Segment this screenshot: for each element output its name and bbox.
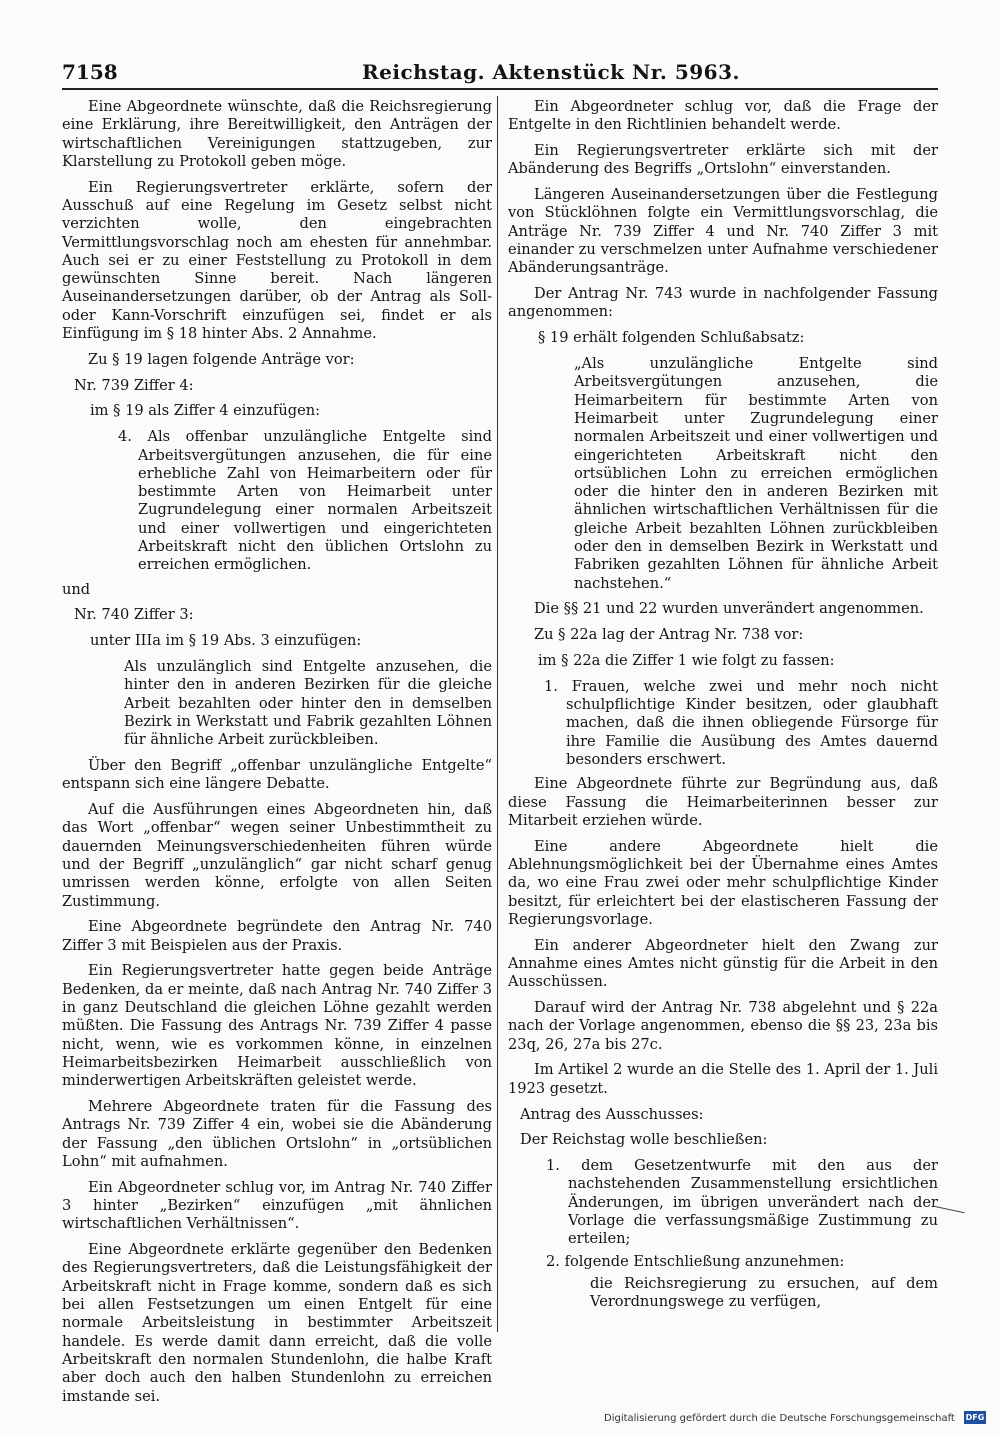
paragraph: Zu § 19 lagen folgende Anträge vor: [88, 350, 355, 368]
motion-reference: Nr. 740 Ziffer 3: [74, 606, 194, 624]
motion-instruction: § 19 erhält folgenden Schlußabsatz: [538, 329, 805, 347]
motion-instruction: im § 19 als Ziffer 4 einzufügen: [90, 402, 321, 420]
left-column [62, 98, 492, 1413]
motion-text: Als unzulänglich sind Entgelte anzusehen, die hinter den in anderen Bezirken für die gleiche Arbeit bezahlten oder hinter den in demselben Bezirk in Werkstatt und Fabrik gezahlten Löhnen für ähnliche Arbeit zurückbleiben. [124, 658, 492, 749]
paragraph: Eine Abgeordnete erklärte gegenüber den Bedenken des Regierungsvertreters, daß die Leistungsfähigkeit der Arbeitskraft nicht in Frage komme, sondern daß es sich bei allen Festsetzungen um einen Entgelt für eine normale Arbeitsleistung in bestimmter Arbeitszeit handele. Es werde damit dann erreicht, daß die volle Arbeitskraft den normalen Stundenlohn, die halbe Kraft aber doch auch den halben Stundenlohn zu erreichen imstande sei. [62, 1241, 492, 1405]
paragraph: Der Antrag Nr. 743 wurde in nachfolgender Fassung angenommen: [508, 285, 938, 321]
motion-heading: Antrag des Ausschusses: [520, 1105, 704, 1123]
paragraph: Ein Regierungsvertreter erklärte, sofern der Ausschuß auf eine Regelung im Gesetz selbst nicht verzichten wolle, den eingebrachten Vermittlungsvorschlag noch am ehesten für annehmbar. Auch sei er zu einer Feststellung zu Protokoll in dem gewünschten Sinne bereit. Nach längeren Auseinandersetzungen darüber, ob der Antrag als Soll- oder Kann-Vorschrift einzufügen sei, findet er als Einfügung im § 18 hinter Abs. 2 Annahme. [62, 178, 492, 343]
motion-text: 4. Als offenbar unzulängliche Entgelte sind Arbeitsvergütungen anzusehen, die für eine erhebliche Zahl von Heimarbeitern oder für bestimmte Arten von Heimarbeit unter Zugrundelegung einer normalen Arbeitszeit und einer vollwertigen und eingerichteten Arbeitskraft nicht den üblichen Ortslohn zu erreichen ermöglichen. [118, 428, 492, 574]
motion-instruction: im § 22a die Ziffer 1 wie folgt zu fassen: [538, 652, 835, 670]
motion-instruction: unter IIIa im § 19 Abs. 3 einzufügen: [90, 632, 362, 650]
adopted-text: „Als unzulängliche Entgelte sind Arbeitsvergütungen anzusehen, die Heimarbeitern für bestimmte Arten von Heimarbeit unter Zugrundelegung einer normalen Arbeitszeit und einer vollwertigen und eingerichteten Arbeitskraft nicht den ortsüblichen Lohn zu erreichen ermöglichen oder die hinter den in anderen Bezirken mit ähnlichen wirtschaftlichen Verhältnissen für die gleiche Arbeit bezahlten Löhnen zurückbleiben oder den in demselben Bezirk in Werkstatt und Fabriken gezahlten Löhnen für ähnliche Arbeit nachstehen.“ [574, 355, 938, 592]
digitization-credit: Digitalisierung gefördert durch die Deutsche Forschungsgemeinschaft [604, 1413, 955, 1424]
paragraph: Eine Abgeordnete wünschte, daß die Reichsregierung eine Erklärung, ihre Bereitwilligkeit, den Anträgen der wirtschaftlichen Vereinigungen stattzugeben, zur Klarstellung zu Protokoll geben möge. [62, 98, 492, 170]
paragraph: Ein Regierungsvertreter erklärte sich mit der Abänderung des Begriffs „Ortslohn“ einverstanden. [508, 142, 938, 178]
paragraph: Mehrere Abgeordnete traten für die Fassung des Antrags Nr. 739 Ziffer 4 ein, wobei sie die Abänderung der Fassung „den üblichen Ortslohn“ in „ortsüblichen Lohn“ mit aufnahmen. [62, 1098, 492, 1170]
running-title: Reichstag. Aktenstück Nr. 5963. [362, 60, 740, 84]
page-number: 7158 [62, 60, 118, 84]
header-rule [62, 88, 938, 90]
page-header [62, 60, 940, 86]
paragraph: Zu § 22a lag der Antrag Nr. 738 vor: [534, 626, 804, 644]
paragraph: Eine andere Abgeordnete hielt die Ablehnungsmöglichkeit bei der Übernahme eines Amtes da, wo eine Frau zwei oder mehr schulpflichtige Kinder besitzt, für erleichtert bei der elastischeren Fassung der Regierungsvorlage. [508, 837, 938, 928]
paragraph: Im Artikel 2 wurde an die Stelle des 1. April der 1. Juli 1923 gesetzt. [508, 1061, 938, 1097]
paragraph: Ein Regierungsvertreter hatte gegen beide Anträge Bedenken, da er meinte, daß nach Antrag Nr. 740 Ziffer 3 in ganz Deutschland die gleichen Löhne gezahlt werden müßten. Die Fassung des Antrags Nr. 739 Ziffer 4 passe nicht, wenn, wie es vorkommen könne, in einzelnen Heimarbeitsbezirken Heimarbeit ausschließlich von minderwertigen Arbeitskräften geleistet werde. [62, 962, 492, 1090]
resolution-item: 2. folgende Entschließung anzunehmen: [546, 1252, 845, 1270]
motion-reference: Nr. 739 Ziffer 4: [74, 376, 194, 394]
paragraph: Die §§ 21 und 22 wurden unverändert angenommen. [534, 600, 924, 618]
paragraph: Darauf wird der Antrag Nr. 738 abgelehnt und § 22a nach der Vorlage angenommen, ebenso die §§ 23, 23a bis 23q, 26, 27a bis 27c. [508, 999, 938, 1053]
paragraph: Ein Abgeordneter schlug vor, daß die Frage der Entgelte in den Richtlinien behandelt werde. [508, 98, 938, 134]
paragraph: Eine Abgeordnete führte zur Begründung aus, daß diese Fassung die Heimarbeiterinnen besser zur Mitarbeit erziehen würde. [508, 775, 938, 829]
column-divider [497, 96, 498, 1332]
paragraph: Längeren Auseinandersetzungen über die Festlegung von Stücklöhnen folgte ein Vermittlungsvorschlag, die Anträge Nr. 739 Ziffer 4 und Nr. 740 Ziffer 3 mit einander zu verschmelzen unter Aufnahme verschiedener Abänderungsanträge. [508, 186, 938, 277]
margin-mark [935, 1206, 965, 1213]
resolution-item: 1. dem Gesetzentwurfe mit den aus der nachstehenden Zusammenstellung ersichtlichen Änderungen, im übrigen unverändert nach der Vorlage die verfassungsmäßige Zustimmung zu erteilen; [546, 1157, 938, 1248]
motion-text: 1. Frauen, welche zwei und mehr noch nicht schulpflichtige Kinder besitzen, oder glaubhaft machen, daß die ihnen obliegende Fürsorge für ihre Familie die Ausübung des Amtes dauernd besonders erschwert. [544, 677, 938, 768]
paragraph: Eine Abgeordnete begründete den Antrag Nr. 740 Ziffer 3 mit Beispielen aus der Praxis. [62, 918, 492, 954]
paragraph: Auf die Ausführungen eines Abgeordneten hin, daß das Wort „offenbar“ wegen seiner Unbestimmtheit zu dauernden Meinungsverschiedenheiten führen würde und der Begriff „unzulänglich“ gar nicht scharf genug umrissen werden könne, erfolgte von allen Seiten Zustimmung. [62, 801, 492, 910]
dfg-logo: DFG [965, 1413, 985, 1422]
resolution-text: die Reichsregierung zu ersuchen, auf dem Verordnungswege zu verfügen, [590, 1274, 938, 1311]
paragraph: Ein Abgeordneter schlug vor, im Antrag Nr. 740 Ziffer 3 hinter „Bezirken“ einzufügen „mit ähnlichen wirtschaftlichen Verhältnissen“. [62, 1178, 492, 1233]
motion-heading: Der Reichstag wolle beschließen: [520, 1131, 768, 1149]
conjunction: und [62, 580, 91, 598]
paragraph: Über den Begriff „offenbar unzulängliche Entgelte“ entspann sich eine längere Debatte. [62, 757, 492, 793]
right-column [508, 98, 938, 1319]
paragraph: Ein anderer Abgeordneter hielt den Zwang zur Annahme eines Amtes nicht günstig für die Arbeit in den Ausschüssen. [508, 936, 938, 991]
